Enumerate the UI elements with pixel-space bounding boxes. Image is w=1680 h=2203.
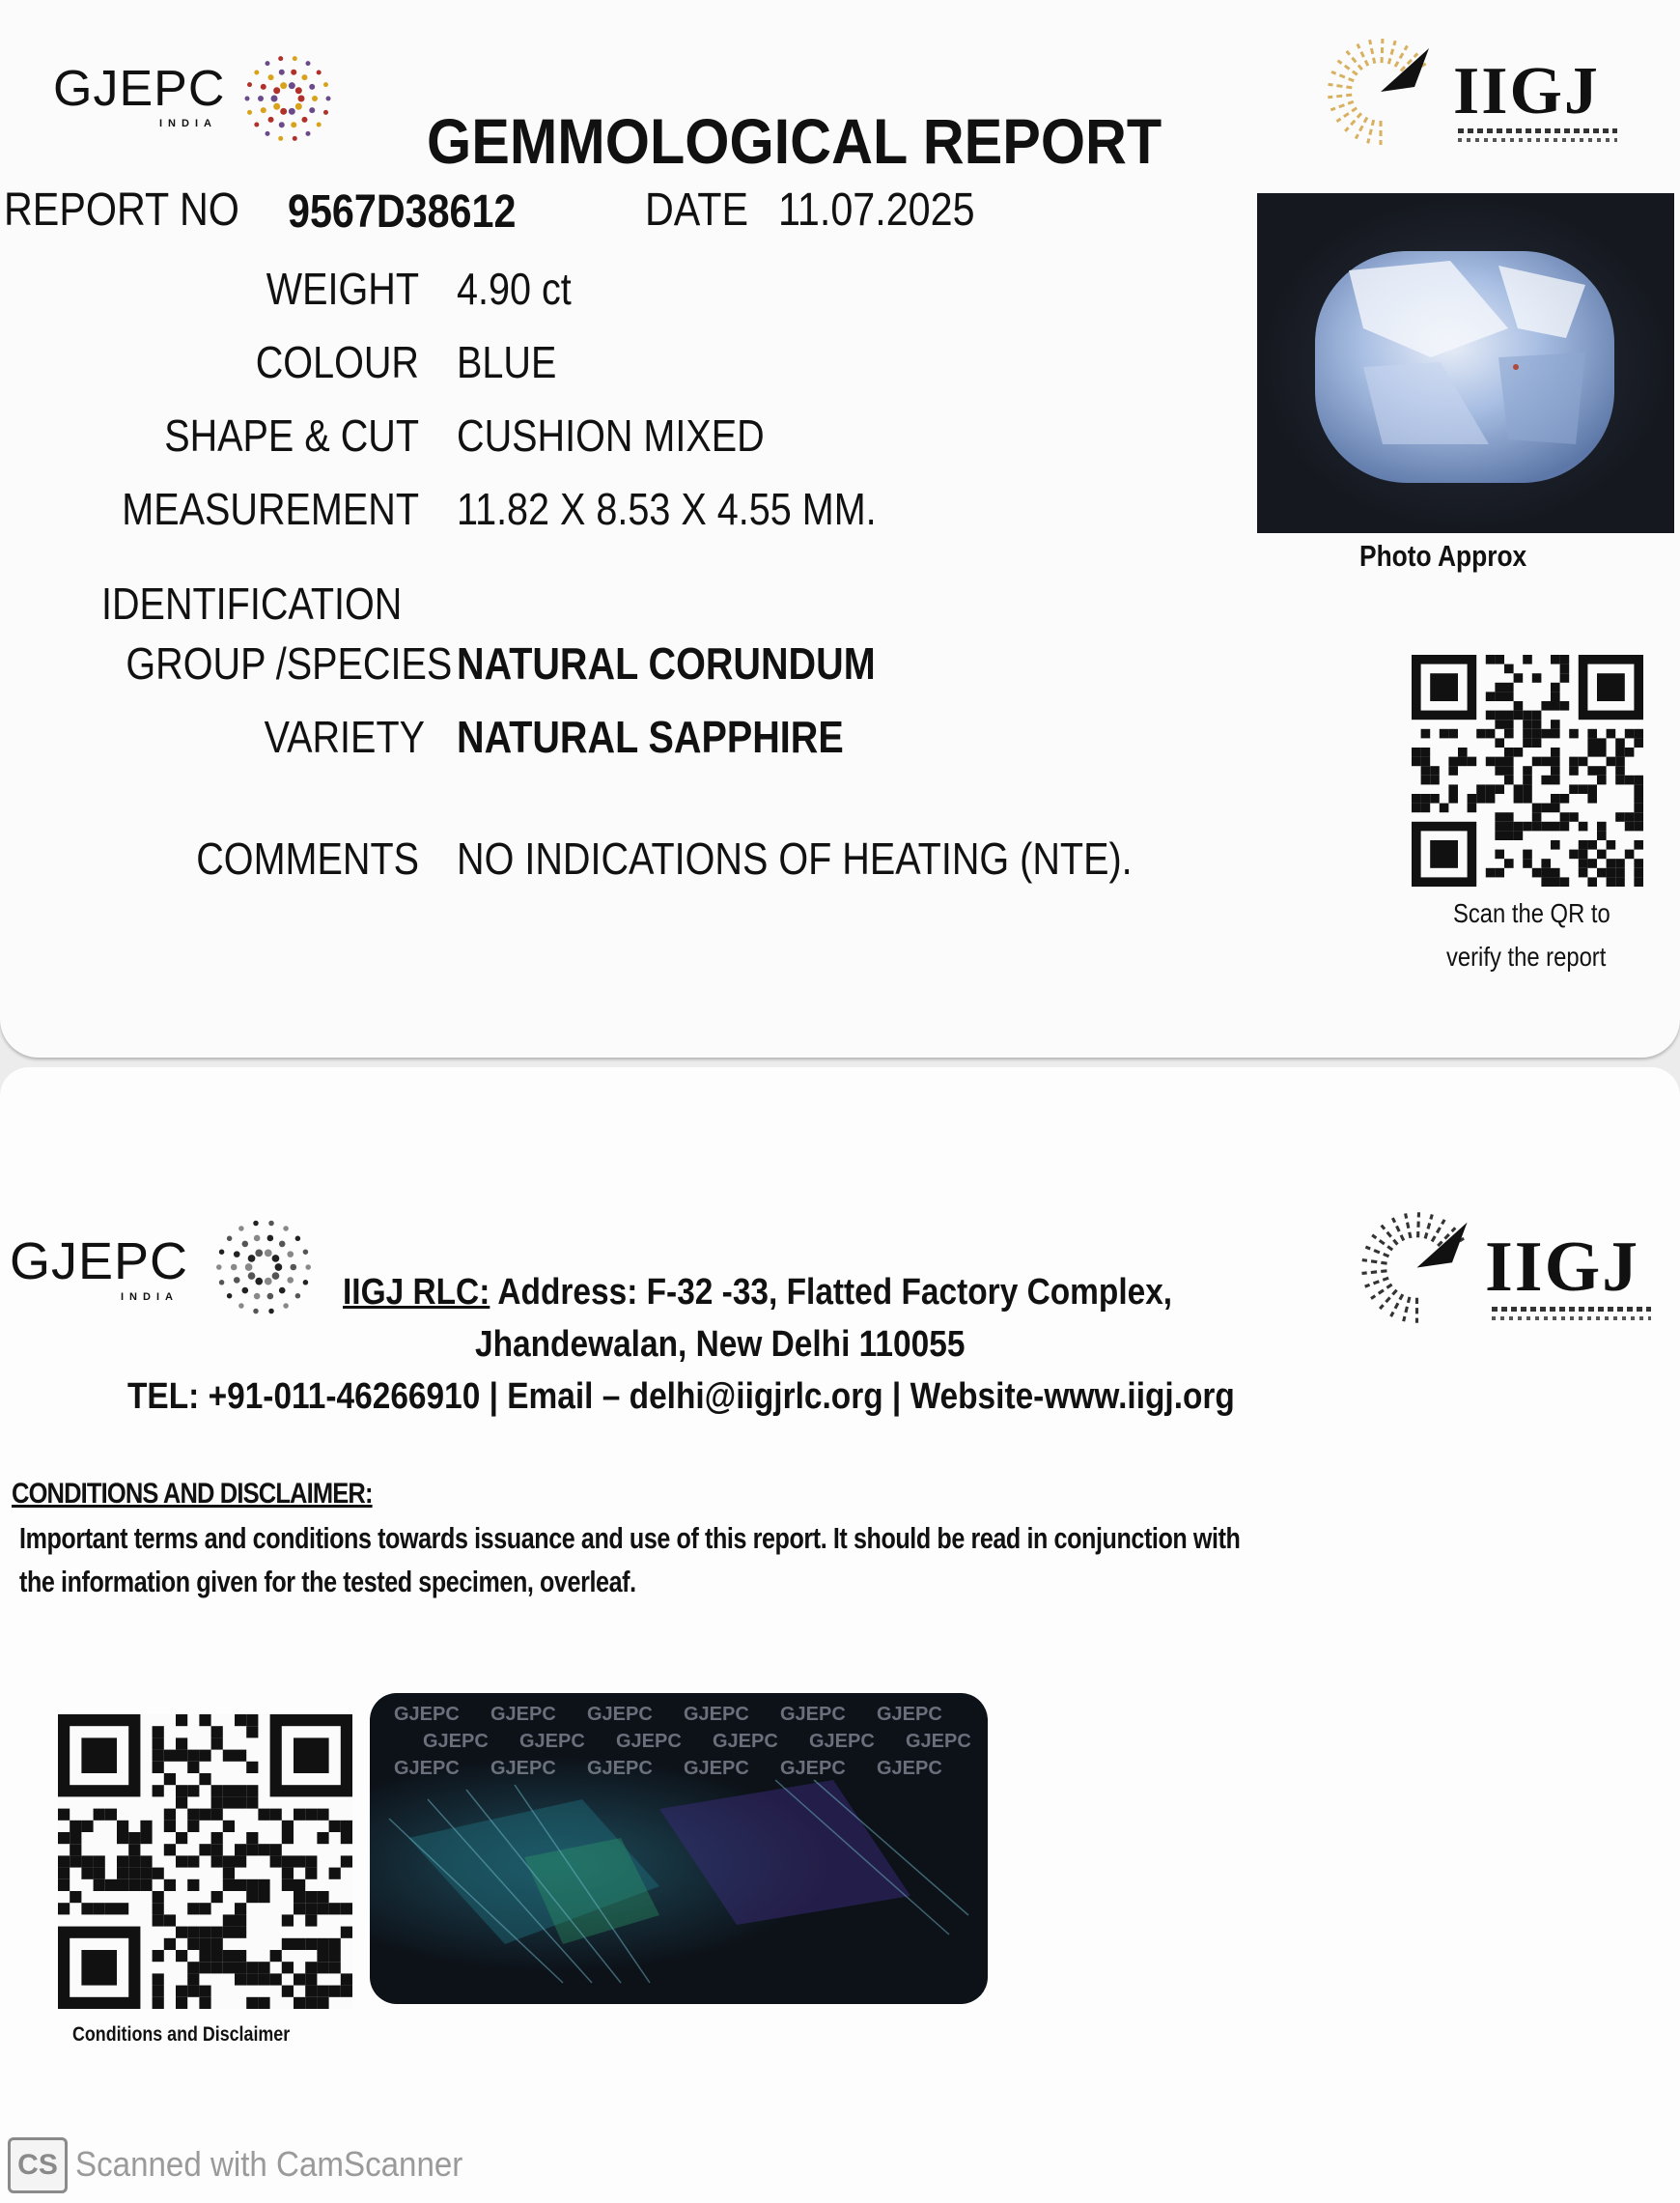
svg-text:GJEPC: GJEPC: [587, 1758, 653, 1779]
date-value: 11.07.2025: [778, 184, 975, 236]
address-prefix: IIGJ RLC:: [343, 1272, 490, 1313]
conditions-qr-caption: Conditions and Disclaimer: [72, 2023, 291, 2046]
date-label: DATE: [645, 184, 749, 236]
svg-text:GJEPC: GJEPC: [877, 1704, 942, 1725]
gjepc-logo-text: GJEPC: [53, 61, 226, 117]
svg-text:GJEPC: GJEPC: [423, 1731, 489, 1752]
svg-text:GJEPC: GJEPC: [780, 1758, 846, 1779]
svg-text:GJEPC: GJEPC: [490, 1704, 556, 1725]
report-no-label: REPORT NO: [4, 184, 239, 236]
svg-text:GJEPC: GJEPC: [713, 1731, 778, 1752]
svg-text:GJEPC: GJEPC: [877, 1758, 942, 1779]
shape-cut-label: SHAPE & CUT: [164, 410, 419, 461]
comments-value: NO INDICATIONS OF HEATING (NTE).: [457, 833, 1133, 884]
gem-photo: [1257, 193, 1674, 533]
iigj-back-starburst-icon: [1357, 1207, 1477, 1328]
svg-text:GJEPC: GJEPC: [616, 1731, 682, 1752]
address-line1-text: Address: F-32 -33, Flatted Factory Complex,: [490, 1272, 1173, 1313]
gjepc-back-sunburst-icon: [210, 1214, 317, 1320]
measurement-label: MEASUREMENT: [122, 484, 419, 534]
svg-text:GJEPC: GJEPC: [684, 1704, 749, 1725]
identification-heading: IDENTIFICATION: [101, 579, 403, 629]
svg-text:GJEPC: GJEPC: [519, 1731, 585, 1752]
shape-cut-value: CUSHION MIXED: [457, 410, 765, 461]
svg-text:GJEPC: GJEPC: [394, 1704, 460, 1725]
contact-line: TEL: +91-011-46266910 | Email – delhi@iigjrlc.org | Website-www.iigj.org: [127, 1376, 1235, 1417]
photo-caption: Photo Approx: [1359, 539, 1527, 573]
iigj-logo-text: IIGJ: [1453, 54, 1600, 128]
group-species-label: GROUP /SPECIES: [126, 638, 453, 689]
svg-text:GJEPC: GJEPC: [780, 1704, 846, 1725]
svg-text:GJEPC: GJEPC: [809, 1731, 875, 1752]
colour-label: COLOUR: [255, 337, 419, 387]
weight-label: WEIGHT: [266, 264, 419, 314]
iigj-back-tagline-2: [1492, 1316, 1651, 1320]
iigj-starburst-icon: [1323, 34, 1439, 150]
svg-text:GJEPC: GJEPC: [394, 1758, 460, 1779]
security-hologram: [370, 1693, 988, 2004]
camscanner-badge: CS: [8, 2137, 68, 2193]
svg-text:GJEPC: GJEPC: [587, 1704, 653, 1725]
svg-text:GJEPC: GJEPC: [684, 1758, 749, 1779]
report-back-card: [0, 1067, 1680, 2203]
group-species-value: NATURAL CORUNDUM: [457, 638, 876, 689]
svg-text:GJEPC: GJEPC: [490, 1758, 556, 1779]
conditions-heading: CONDITIONS AND DISCLAIMER:: [12, 1478, 373, 1510]
variety-label: VARIETY: [264, 712, 425, 762]
svg-text:GJEPC: GJEPC: [906, 1731, 971, 1752]
gjepc-logo-back-text: GJEPC: [10, 1232, 189, 1290]
measurement-value: 11.82 X 8.53 X 4.55 MM.: [457, 484, 877, 534]
address-line2: Jhandewalan, New Delhi 110055: [475, 1324, 966, 1365]
iigj-back-logo-text: IIGJ: [1485, 1228, 1640, 1307]
comments-label: COMMENTS: [196, 833, 419, 884]
gjepc-logo-india: INDIA: [159, 118, 217, 129]
qr-caption-line1: Scan the QR to: [1453, 898, 1610, 928]
weight-value: 4.90 ct: [457, 264, 572, 314]
iigj-logo-tagline-2: [1458, 138, 1617, 142]
iigj-logo-tagline: [1458, 128, 1617, 133]
gjepc-sunburst-icon: [239, 50, 336, 147]
report-front-card: [0, 0, 1680, 1058]
report-title: GEMMOLOGICAL REPORT: [427, 105, 1162, 177]
verify-qr-code[interactable]: [1412, 655, 1643, 887]
variety-value: NATURAL SAPPHIRE: [457, 712, 844, 762]
address-line1: [343, 1272, 1172, 1313]
hologram-pattern: [370, 1693, 988, 2004]
gem-photo-image: [1257, 193, 1674, 533]
gjepc-logo-back-india: INDIA: [121, 1291, 179, 1303]
report-no-value: 9567D38612: [288, 186, 517, 238]
gjepc-logo: [53, 60, 226, 129]
camscanner-text: Scanned with CamScanner: [75, 2144, 463, 2184]
conditions-qr-code[interactable]: [58, 1714, 352, 2009]
conditions-line2: the information given for the tested specimen, overleaf.: [19, 1565, 636, 1598]
conditions-line1: Important terms and conditions towards issuance and use of this report. It should be read in conjunction with: [19, 1521, 1241, 1555]
iigj-back-tagline: [1492, 1307, 1651, 1312]
qr-caption-line2: verify the report: [1446, 942, 1607, 972]
gjepc-logo-back: [10, 1231, 189, 1303]
colour-value: BLUE: [457, 337, 557, 387]
